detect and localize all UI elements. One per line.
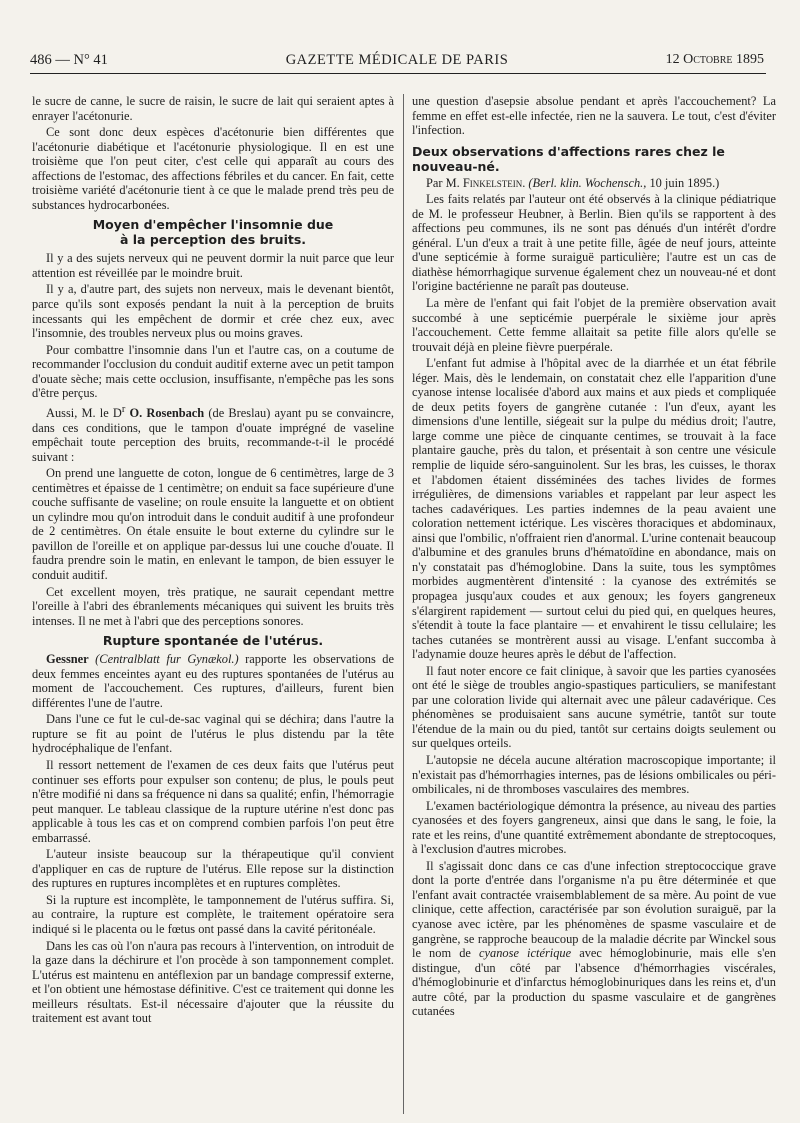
paragraph: L'enfant fut admise à l'hôpital avec de la diarrhée et un état fébrile léger. Mais, dès le lendemain, on constatait chez elle l'apparition d'une cyanose intense localisée d'abord aux mains et aux pieds et compliquée de deux petits foyers de gangrène cutanée : l'un d'eux, ayant les dimensions d'une lentille, siégeait sur la pulpe du médius droit; l'autre, large comme une pièce de cinquante centimes, se trouvait à la face plantaire gauche, près du talon, et présentait à son centre une vésicule remplie de liquide séro-sanguinolent. Sur les bras, les cuisses, le thorax et l'abdomen étaient disséminées des taches livides de formes irrégulières, de dimensions variables et rappelant par leur aspect les taches cadavériques. Les parties indemnes de la peau avaient une coloration nettement ictérique. Les viscères thoraciques et abdominaux, ainsi que l'ombilic, n'offraient rien d'anormal. L'urine contenait beaucoup d'albumine et des granules bruns d'hématoïdine en abondance, mais on n'y constatait pas d'hémoglobine. Dans la suite, tous les symptômes morbides augmentèrent d'intensité : la cyanose des extrémités se propagea jusqu'aux coudes et aux genoux; les foyers gangreneux s'élargirent rapidement — surtout celui du pied qui, en quelques heures, s'étendit à toute la face plantaire — et envahirent le tissu cellulaire; les taches cutanées se montrèrent aussi au visage. L'enfant succomba à l'adynamie douze heures après le début de l'affection.	[412, 356, 776, 662]
right-column	[412, 94, 776, 1116]
text-run: Aussi, M. le D	[46, 405, 122, 420]
paragraph: Les faits relatés par l'auteur ont été observés à la clinique pédiatrique de M. le professeur Heubner, à Berlin. Bien qu'ils se rapportent à des affections peu communes, ils ne sont pas dénués d'un intérêt d'ordre général. L'un d'eux a trait à une petite fille, âgée de neuf jours, atteinte d'une septicémie à forme suraiguë particulière; l'autre est un cas de diathèse hémorrhagique survenue également chez un nouveau-né et dont l'origine bactérienne ne paraît pas douteuse.	[412, 192, 776, 294]
date-year: 1895	[732, 52, 764, 67]
paragraph: Cet excellent moyen, très pratique, ne saurait cependant mettre l'oreille à l'abri des ébranlements mécaniques qui suivent les bruits très intenses. Il ne met à l'abri que des perceptions sonores.	[32, 584, 394, 628]
journal-title: GAZETTE MÉDICALE DE PARIS	[285, 52, 509, 68]
paragraph	[32, 403, 394, 464]
paragraph	[32, 652, 394, 710]
author-name: O. Rosenbach	[125, 405, 205, 420]
author-name: Gessner	[46, 652, 89, 667]
superscript: r	[121, 403, 126, 415]
date-day: 12	[665, 52, 684, 67]
paragraph: Si la rupture est incomplète, le tamponnement de l'utérus suffira. Si, au contraire, la rupture est complète, le traitement opératoire sera indiqué si le placenta ou le fœtus ont passé dans la cavité péritonéale.	[32, 892, 394, 937]
paragraph: Dans les cas où l'on n'aura pas recours à l'intervention, on introduit de la gaze dans la déchirure et l'on procède à son tamponnement complet. L'utérus est maintenu en antéflexion par un bandage compressif externe, et l'on obtient une hémostase définitive. C'est ce traitement qui donne les meilleurs résultats. Est-il nécessaire d'ajouter que la réussite du traitement est avant tout	[32, 938, 394, 1026]
paragraph: Dans l'une ce fut le cul-de-sac vaginal qui se déchira; dans l'autre la rupture se fit au point de l'utérus le plus distendu par la tête hydrocéphalique de l'enfant.	[32, 712, 394, 756]
paragraph: Il y a, d'autre part, des sujets non nerveux, mais le devenant bientôt, parce qu'ils sont exposés pendant la nuit à la perception de bruits incessants qui les empêchent de dormir et crée chez eux, avec l'insomnie, des troubles nerveux plus ou moins graves.	[32, 282, 394, 341]
section-heading-rupture: Rupture spontanée de l'utérus.	[102, 633, 324, 649]
text-run: avec hémoglobinurie, mais elle s'en distingue, d'un côté par l'absence d'hémorrhagies viscérales, d'hémoglobinurie et d'infarctus hémoglobinuriques dans les reins et, d'un autre côté, par la production du spasme vasculaire et de gangrènes cutanées	[412, 946, 776, 1019]
author-name: Finkelstein	[462, 175, 523, 190]
source-citation: (Centralblatt fur Gynækol.)	[88, 652, 239, 667]
section-heading-observations: Deux observations d'affections rares chez le nouveau-né.	[412, 143, 725, 174]
paragraph: On prend une languette de coton, longue de 6 centimètres, large de 3 centimètres et épaisse de 1 centimètre; on enduit sa face supérieure d'une couche suffisante de vaseline; on roule ensuite la languette et on obtient un cylindre mou qu'on introduit dans le conduit auditif à une profondeur de 2 centimètres. On étale ensuite le bout externe du cylindre sur le pavillon de l'oreille et on applique par-dessus lui une couche d'ouate. Il faudra prendre soin le matin, en enlevant le tampon, de bien essuyer le conduit auditif.	[32, 466, 394, 582]
byline	[412, 176, 776, 191]
issue-date	[666, 50, 764, 70]
date-month: Octobre	[683, 52, 733, 67]
paragraph: Ce sont donc deux espèces d'acétonurie bien différentes que l'acétonurie diabétique et l'acétonurie physiologique. Il en est une troisième que l'on peut citer, c'est celle qui apparaît au cours des affections de l'estomac, des affections fébriles et du cancer. En fait, cette troisième variété d'acétonurie tient à ce que le malade prend très peu de substances hydrocarbonées.	[32, 125, 394, 212]
page-number: 486 — N° 41	[30, 52, 108, 68]
paragraph: Il y a des sujets nerveux qui ne peuvent dormir la nuit parce que leur attention est réveillée par le moindre bruit.	[32, 251, 394, 280]
header-rule	[30, 73, 766, 74]
paragraph: Il faut noter encore ce fait clinique, à savoir que les parties cyanosées ont été le siège de troubles angio-spastiques particuliers, se manifestant par une coloration livide qui alternait avec une pâleur cadavérique. Ces phénomènes se produisaient sans aucune symétrie, tantôt sur toute l'étendue de la main ou du pied, tantôt sur certains doigts seulement ou sur quelques orteils.	[412, 663, 776, 751]
paragraph: La mère de l'enfant qui fait l'objet de la première observation avait succombé à une septicémie puerpérale le sixième jour après l'accouchement. Cette femme allaitait sa petite fille alors qu'elle se trouvait déjà en pleine fièvre puerpérale.	[412, 296, 776, 354]
paragraph: Il ressort nettement de l'examen de ces deux faits que l'utérus peut continuer ses efforts pour expulser son contenu; de plus, le pouls peut n'être modifié ni dans sa fréquence ni dans sa qualité; enfin, l'hémorragie peut manquer. Le tableau classique de la rupture utérine n'est donc pas applicable à tous les cas et on comprend combien parfois l'on peut être embarrassé.	[32, 758, 394, 845]
text-run: rapporte les observations de deux femmes enceintes ayant eu des ruptures spontanées de l'utérus au moment de l'accouchement. Ces ruptures, d'ailleurs, furent bien différentes l'une de l'autre.	[32, 652, 394, 710]
section-heading-insomnie	[32, 217, 394, 247]
text-run: (de Breslau) ayant pu se convaincre, dans ces conditions, que le tampon d'ouate imprégné de vaseline empêchait toute perception des bruits, recommande-t-il le procédé suivant :	[32, 405, 394, 464]
paragraph: une question d'asepsie absolue pendant et après l'accouchement? La femme en effet est-elle infectée, rien ne la sauvera. Le tout, c'est d'éviter l'infection.	[412, 94, 776, 138]
paragraph: L'auteur insiste beaucoup sur la thérapeutique qu'il convient d'appliquer en cas de rupture de l'utérus. Elle repose sur la distinction des ruptures en ruptures incomplètes et en ruptures complètes.	[32, 847, 394, 891]
paragraph: Pour combattre l'insomnie dans l'un et l'autre cas, on a coutume de recommander l'occlusion du conduit auditif externe avec un petit tampon d'ouate sèche; mais cette occlusion, insuffisante, n'empêche pas les sons d'être perçus.	[32, 342, 394, 401]
text-run: .	[522, 175, 529, 190]
paragraph	[412, 859, 776, 1019]
italic-term: cyanose ictérique	[479, 946, 572, 961]
paragraph: L'examen bactériologique démontra la présence, au niveau des parties cyanosées et des foyers gangreneux, ainsi que dans le sang, le foie, la rate et les reins, d'une quantité extrêmement abondante de streptocoques, à l'exclusion d'autres microbes.	[412, 798, 776, 857]
text-run: Il s'agissait donc dans ce cas d'une infection streptococcique grave dont la porte d'entrée dans l'organisme n'a pu être déterminée et que l'enfant avait contractée vraisemblablement de sa mère. Au point de vue clinique, cette affection, caractérisée par son évolution suraiguë, par la cyanose avec ictère, par les phénomènes de spasme vasculaire et de gangrène, se rapproche beaucoup de la maladie décrite par Winckel sous le nom de	[412, 858, 776, 961]
source-citation: (Berl. klin. Wochensch.,	[528, 175, 647, 190]
left-column	[32, 94, 394, 1116]
paragraph: L'autopsie ne décela aucune altération macroscopique importante; il n'existait pas d'hémorrhagies internes, pas de lésions ombilicales ou péri-ombilicales, ni de thromboses vasculaires des membres.	[412, 752, 776, 797]
page-header	[30, 50, 764, 70]
paragraph: le sucre de canne, le sucre de raisin, le sucre de lait qui seraient aptes à enrayer l'acétonurie.	[32, 94, 394, 123]
text-run: Par M.	[426, 175, 463, 190]
text-run: 10 juin 1895.)	[646, 175, 720, 190]
column-divider	[403, 94, 404, 1114]
heading-line: Moyen d'empêcher l'insomnie due	[92, 217, 334, 233]
heading-line: à la perception des bruits.	[119, 232, 307, 248]
